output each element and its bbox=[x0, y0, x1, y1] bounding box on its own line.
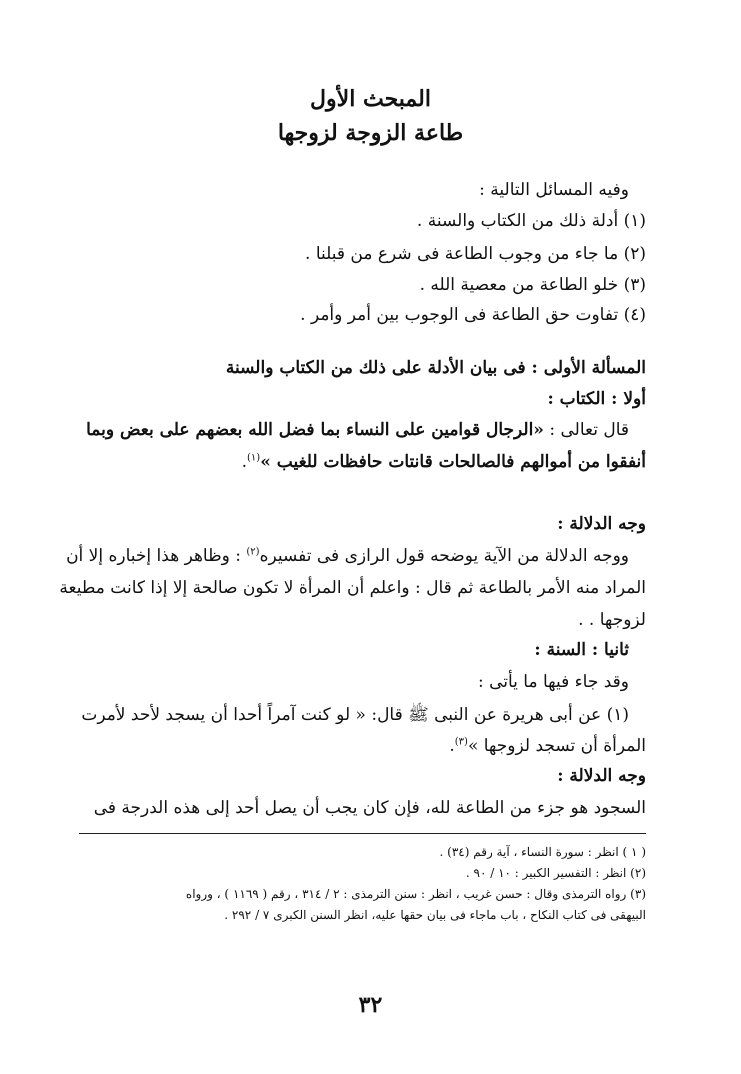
footnote-2: (٢) انظر : التفسير الكبير : ١٠ / ٩٠ . bbox=[465, 866, 646, 880]
verse-text-1: «الرجال قوامين على النساء بما فضل الله بعضهم على بعض وبما bbox=[86, 420, 544, 440]
issue-one-title: المسألة الأولى : فى بيان الأدلة على ذلك من الكتاب والسنة bbox=[225, 358, 646, 378]
intro-item-2: (٢) ما جاء من وجوب الطاعة فى شرع من قبلنا . bbox=[305, 244, 646, 264]
evidence-title-1: وجه الدلالة : bbox=[557, 514, 646, 534]
footnote-3: (٣) رواه الترمذى وقال : حسن غريب ، انظر : سنن الترمذى : ٢ / ٣١٤ ، رقم ( ١١٦٩ ) ، ورواه bbox=[185, 887, 646, 901]
evidence-line-2: المراد منه الأمر بالطاعة ثم قال : واعلم أن المرأة لا تكون صالحة إلا إذا كانت مطيعة bbox=[59, 578, 646, 598]
verse-intro: قال تعالى : bbox=[549, 420, 629, 440]
footnote-ref-1: (١) bbox=[247, 452, 261, 464]
verse-line-2 bbox=[242, 452, 646, 472]
footnote-3-cont: البيهقى فى كتاب النكاح ، باب ماجاء فى بيان حقها عليه، انظر السنن الكبرى ٧ / ٢٩٢ . bbox=[224, 908, 646, 922]
verse-line-1 bbox=[86, 420, 629, 440]
verse-text-2: أنفقوا من أموالهم فالصالحات قانتات حافظات للغيب » bbox=[260, 452, 646, 472]
evidence-2-line-1: السجود هو جزء من الطاعة لله، فإن كان يجب أن يصل أحد إلى هذه الدرجة فى bbox=[93, 798, 646, 818]
chapter-title: المبحث الأول bbox=[310, 86, 431, 112]
hadith-line-1: (١) عن أبى هريرة عن النبى ﷺ قال: « لو كنت آمراً أحدا أن يسجد لأحد لأمرت bbox=[81, 705, 629, 725]
chapter-subtitle: طاعة الزوجة لزوجها bbox=[277, 120, 464, 146]
footnote-ref-2: (٢) bbox=[246, 546, 260, 558]
evidence-text-1: ووجه الدلالة من الآية يوضحه قول الرازى فى تفسيره bbox=[259, 546, 629, 566]
evidence-line-3: لزوجها . . bbox=[578, 610, 646, 630]
verse-end: . bbox=[241, 452, 248, 472]
footnote-ref-3: (٣) bbox=[454, 736, 468, 748]
sunnah-lead: وقد جاء فيها ما يأتى : bbox=[477, 672, 629, 692]
footnote-divider bbox=[79, 833, 646, 834]
evidence-line-1 bbox=[66, 546, 629, 566]
hadith-text-2: المرأة أن تسجد لزوجها » bbox=[467, 736, 646, 756]
intro-item-1: (١) أدلة ذلك من الكتاب والسنة . bbox=[416, 211, 646, 231]
hadith-end: . bbox=[449, 736, 455, 756]
page-number: ٣٢ bbox=[358, 992, 383, 1018]
sunnah-title: ثانيا : السنة : bbox=[534, 640, 629, 660]
hadith-line-2 bbox=[449, 736, 646, 756]
first-book-label: أولا : الكتاب : bbox=[547, 389, 646, 409]
evidence-text-1-rest: : وظاهر هذا إخباره إلا أن bbox=[66, 546, 241, 566]
intro-lead: وفيه المسائل التالية : bbox=[479, 180, 629, 200]
intro-item-4: (٤) تفاوت حق الطاعة فى الوجوب بين أمر وأمر . bbox=[300, 305, 646, 325]
evidence-title-2: وجه الدلالة : bbox=[557, 766, 646, 786]
intro-item-3: (٣) خلو الطاعة من معصية الله . bbox=[419, 275, 646, 295]
footnote-1: ( ١ ) انظر : سورة النساء ، آية رقم (٣٤) . bbox=[439, 845, 646, 859]
